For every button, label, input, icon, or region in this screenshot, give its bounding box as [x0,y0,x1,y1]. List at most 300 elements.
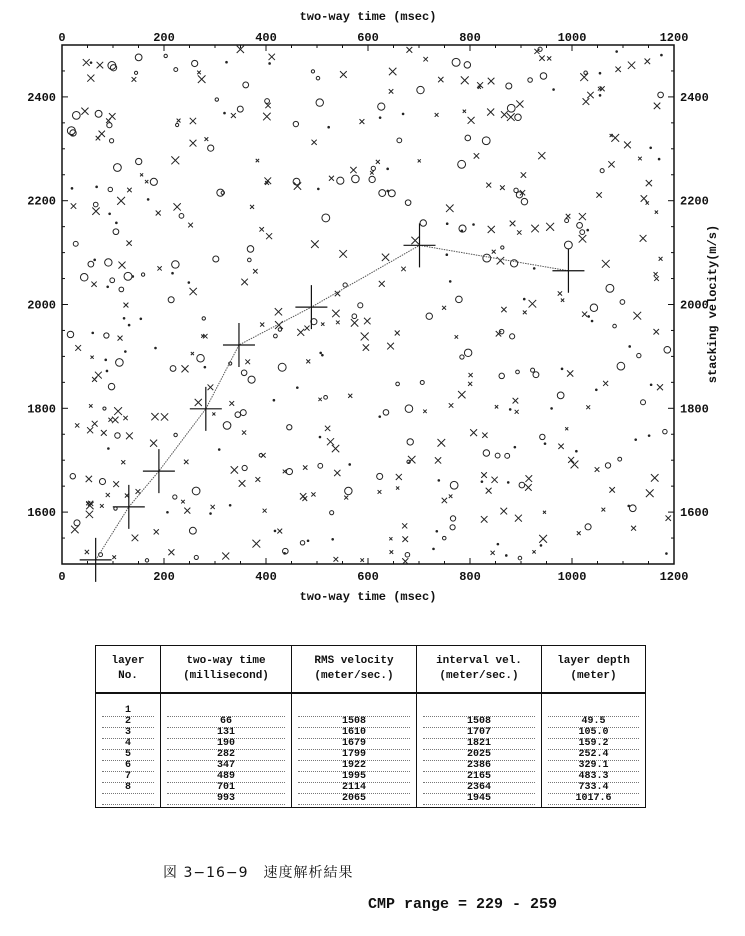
dot-marker [283,552,286,555]
velocity-pick-cross [223,323,255,367]
circle-marker [104,333,109,338]
y-tick-label-right: 1600 [680,506,709,521]
circle-marker [197,354,204,361]
table-cell: 2025 [423,750,535,761]
x-marker [348,394,352,398]
circle-marker [202,317,205,320]
dot-marker [115,222,118,225]
circle-marker [115,433,120,438]
x-marker [112,417,119,424]
dot-marker [378,415,381,418]
table-cell: 1679 [298,739,410,750]
x-marker [624,141,631,148]
dot-marker [104,359,107,362]
x-marker [350,167,356,173]
rms-velocity-column [292,693,417,808]
velocity-pick-cross [80,538,112,582]
x-marker [87,75,94,82]
circle-marker [533,372,539,378]
x-tick-label-top: 600 [357,31,379,45]
circle-marker [482,137,490,145]
x-marker [598,87,602,91]
x-marker [370,171,374,175]
circle-marker [345,487,352,494]
circle-marker [93,202,98,207]
circle-marker [600,169,604,173]
x-marker [241,279,248,286]
circle-marker [330,511,334,515]
x-tick-label-bottom: 600 [357,570,379,584]
circle-marker [420,220,426,226]
x-marker [145,180,148,183]
circle-marker [293,121,298,126]
circle-marker [174,433,177,436]
x-marker [108,418,112,422]
x-marker [583,98,590,105]
dot-marker [481,480,484,483]
circle-marker [580,230,585,235]
x-marker [261,453,266,458]
dot-marker [599,94,602,97]
dot-marker [615,50,618,53]
x-marker [487,109,494,116]
x-marker [304,326,309,331]
circle-marker [141,273,144,276]
x-marker [106,493,110,497]
table-cell: 1922 [298,761,410,772]
x-marker [482,433,487,438]
circle-marker [316,76,320,80]
table-cell: 282 [167,750,285,761]
x-marker [638,157,642,161]
x-marker [150,440,157,447]
x-marker [631,526,636,531]
x-marker [92,207,99,214]
x-marker [260,323,264,327]
x-marker [127,188,132,193]
x-marker [435,457,441,463]
x-marker [336,321,340,325]
table-cell: 1995 [298,772,410,783]
dot-marker [509,408,512,411]
layer-no-column [96,693,161,808]
circle-marker [189,527,196,534]
x-marker [263,113,271,121]
circle-marker [371,166,375,170]
x-marker [567,370,573,376]
dot-marker [128,324,131,327]
table-cell: 2364 [423,783,535,794]
x-marker [641,195,647,201]
x-marker [525,484,532,491]
circle-marker [103,407,106,410]
circle-marker [405,405,413,413]
table-cell: 159.2 [548,739,639,750]
x-marker [396,474,402,480]
x-marker [201,334,204,337]
circle-marker [613,324,617,328]
circle-marker [352,314,357,319]
circle-marker [483,254,491,262]
x-marker [446,205,454,213]
x-tick-label-top: 800 [459,31,481,45]
dot-marker [533,267,536,270]
circle-marker [237,106,243,112]
rms-velocity-list [292,694,416,807]
x-marker [156,210,161,215]
dot-marker [505,554,508,557]
dot-marker [665,552,668,555]
x-marker [75,345,81,351]
x-marker [382,254,389,261]
velocity-pick-cross [552,249,584,293]
x-marker [396,486,399,489]
circle-marker [379,190,386,197]
x-tick-label-top: 200 [153,31,175,45]
x-marker [86,511,93,518]
y-axis-title-right: stacking velocity(m/s) [706,224,720,384]
dot-marker [147,198,150,201]
x-marker [546,223,554,231]
dot-marker [319,352,322,355]
x-marker [442,306,446,310]
circle-marker [311,70,314,73]
table-cell: 66 [167,717,285,728]
circle-marker [383,410,389,416]
dot-marker [587,315,590,318]
table-cell: 1508 [298,717,410,728]
x-marker [112,555,116,559]
x-marker [332,445,339,452]
x-marker [507,113,515,121]
x-tick-label-bottom: 1000 [557,570,587,584]
x-marker [463,110,466,113]
circle-marker [456,296,463,303]
x-marker [212,412,215,415]
table-cell: 6 [102,761,154,772]
x-marker [363,344,369,350]
x-marker [197,71,201,75]
figure-caption: 図 3−16−9 速度解析結果 [163,865,354,881]
y-tick-label-left: 2400 [27,90,56,105]
x-marker [188,223,193,228]
x-marker [87,427,93,433]
circle-marker [641,400,646,405]
circle-marker [540,434,545,439]
circle-marker [495,453,500,458]
x-marker [651,474,659,482]
table-cell: 1 [102,706,154,717]
x-marker [657,384,663,390]
circle-marker [172,261,179,268]
circle-marker [337,177,344,184]
x-marker [558,291,562,295]
x-marker [311,240,319,248]
circle-marker [407,439,413,445]
circle-marker [528,78,533,83]
circle-marker [377,473,383,479]
x-marker [136,489,141,494]
velocity-pick-cross [295,285,327,329]
x-marker [297,329,304,336]
x-marker [595,467,600,472]
x-marker [195,399,202,406]
dot-marker [628,345,631,348]
circle-marker [565,219,569,223]
x-marker [442,498,447,503]
circle-marker [110,278,115,283]
dot-marker [552,88,555,91]
table-cell: 1799 [298,750,410,761]
x-tick-label-top: 1000 [557,31,587,45]
circle-marker [540,73,547,80]
circle-marker [179,214,184,219]
x-marker [71,203,77,209]
x-marker [615,67,620,72]
x-marker [587,92,593,98]
x-marker [501,111,508,118]
table-cell: 49.5 [548,717,639,728]
circle-marker [300,541,304,545]
table-cell: 993 [167,794,285,805]
x-marker [117,197,125,205]
circle-marker [618,457,622,461]
x-marker [321,323,324,326]
x-marker [339,250,347,258]
circle-marker [637,353,641,357]
x-marker [83,59,90,66]
circle-marker [213,256,219,262]
table-cell: 2165 [423,772,535,783]
dot-marker [71,187,74,190]
circle-marker [110,65,116,71]
table-cell: 190 [167,739,285,750]
x-marker [123,416,127,420]
x-marker [654,276,659,281]
interval-vel-list [417,694,541,807]
dot-marker [449,280,452,283]
circle-marker [74,520,80,526]
x-marker [173,203,180,210]
circle-marker [116,359,124,367]
header-layer-depth: layer depth (meter) [542,646,646,694]
circle-marker [458,160,466,168]
x-marker [311,492,315,496]
x-tick-label-top: 1200 [659,31,689,45]
circle-marker [397,138,402,143]
plot-frame [62,45,674,564]
x-marker [90,356,93,359]
x-marker [435,113,439,117]
x-marker [222,553,229,560]
dot-marker [586,229,589,232]
circle-marker [176,123,179,126]
circle-marker [505,453,510,458]
x-marker [469,373,473,377]
circle-marker [136,158,142,164]
x-tick-label-bottom: 400 [255,570,277,584]
x-marker [118,262,125,269]
dot-marker [307,539,310,542]
x-marker [114,407,122,415]
circle-marker [322,214,330,222]
x-marker [364,318,371,325]
dot-marker [140,317,143,320]
circle-marker [174,68,178,72]
dot-marker [273,399,276,402]
circle-marker [450,481,458,489]
x-marker [256,159,259,162]
dot-marker [461,229,464,232]
table-cell: 131 [167,728,285,739]
x-marker [491,477,497,483]
dot-marker [331,538,334,541]
x-marker [449,494,453,498]
x-marker [423,57,428,62]
x-marker [171,156,179,164]
x-marker [340,71,347,78]
table-cell: 489 [167,772,285,783]
x-tick-label-bottom: 1200 [659,570,689,584]
x-marker [189,288,196,295]
x-marker [151,413,158,420]
x-marker [157,266,161,270]
table-row [96,693,646,808]
x-marker [255,477,260,482]
x-marker [190,140,197,147]
x-marker [492,250,496,254]
dot-marker [124,350,127,353]
y-tick-label-left: 1600 [27,506,56,521]
circle-marker [417,86,424,93]
circle-marker [629,505,636,512]
x-marker [325,426,330,431]
circle-marker [516,370,520,374]
circle-marker [223,422,231,430]
cmp-range-label: CMP range = 229 - 259 [368,896,558,913]
x-marker [334,470,340,476]
circle-marker [519,482,525,488]
circle-marker [168,297,174,303]
circle-marker [109,139,113,143]
x-marker [379,281,385,287]
x-marker [327,438,334,445]
dot-marker [658,158,661,161]
x-marker [97,62,104,69]
x-marker [395,331,400,336]
dot-marker [550,407,553,410]
circle-marker [460,355,464,359]
x-marker [318,398,321,401]
circle-marker [247,246,254,253]
circle-marker [369,176,375,182]
x-marker [566,214,571,219]
x-marker [582,312,587,317]
dot-marker [188,281,191,284]
velocity-pick-cross [113,485,145,529]
dot-marker [106,286,109,289]
dot-marker [108,212,111,215]
header-interval-vel: interval vel. (meter/sec.) [417,646,542,694]
dot-marker [386,168,389,171]
x-marker [269,54,275,60]
x-marker [516,100,523,107]
x-marker [468,117,475,124]
circle-marker [464,62,470,68]
circle-marker [358,303,363,308]
table-cell: 2065 [298,794,410,805]
circle-marker [124,272,132,280]
circle-marker [405,200,411,206]
dot-marker [171,272,174,275]
circle-marker [521,198,527,204]
x-marker [515,410,519,414]
dot-marker [223,112,226,115]
x-marker [132,77,137,82]
circle-marker [99,479,105,485]
x-marker [184,508,190,514]
x-marker [387,343,394,350]
x-marker [646,201,649,204]
circle-marker [88,261,94,267]
circle-marker [483,450,489,456]
circle-marker [465,135,471,141]
x-marker [608,161,614,167]
circle-marker [663,429,667,433]
x-marker [565,427,568,430]
table-cell: 4 [102,739,154,750]
dot-marker [591,320,594,323]
dot-marker [274,530,277,533]
x-marker [525,475,532,482]
circle-marker [248,376,255,383]
x-marker [126,240,131,245]
dot-marker [446,222,449,225]
x-marker [378,490,382,494]
velocity-picks [80,223,585,582]
dot-marker [649,146,652,149]
x-marker [277,529,282,534]
dot-marker [446,253,449,256]
circle-marker [499,373,504,378]
dot-marker [90,61,93,64]
x-marker [231,466,238,473]
x-marker [455,335,458,338]
dot-marker [218,448,221,451]
dot-marker [660,54,663,57]
circle-marker [150,178,157,185]
x-marker [311,140,316,145]
table-cell: 483.3 [548,772,639,783]
circle-marker [108,383,114,389]
x-marker [486,183,491,188]
circle-marker [217,189,224,196]
x-marker [510,221,516,227]
x-marker [390,550,394,554]
dot-marker [154,347,157,350]
x-marker [253,269,257,273]
circle-marker [658,92,664,98]
circle-marker [170,366,176,372]
table-cell: 7 [102,772,154,783]
x-marker [474,153,479,158]
circle-marker [72,111,80,119]
circle-marker [510,334,515,339]
dot-marker [507,481,510,484]
layer-depth-list [542,694,645,807]
x-marker [86,476,92,482]
x-tick-label-bottom: 200 [153,570,175,584]
